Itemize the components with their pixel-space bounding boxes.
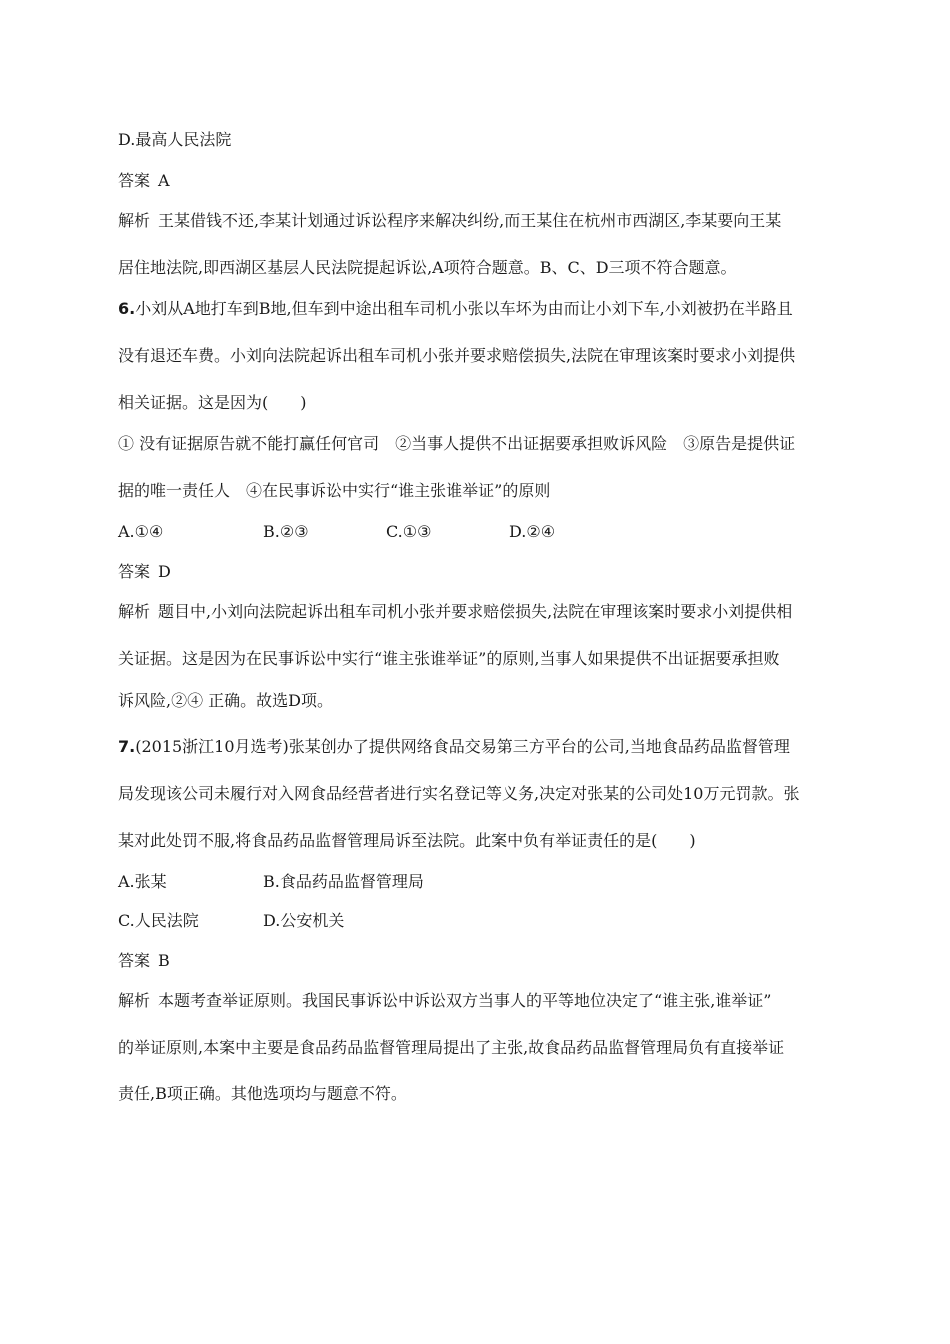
q7-stem-line-1 <box>118 736 833 758</box>
q6-analysis-line-2: 关证据。这是因为在民事诉讼中实行“谁主张谁举证”的原则,当事人如果提供不出证据要承担败 <box>118 649 780 668</box>
analysis-text: 本题考查举证原则。我国民事诉讼中诉讼双方当事人的平等地位决定了“谁主张,谁举证” <box>158 991 772 1010</box>
analysis-label: 解析 <box>118 602 151 621</box>
q5-analysis-line-2: 居住地法院,即西湖区基层人民法院提起诉讼,A项符合题意。B、C、D三项不符合题意。 <box>118 258 737 277</box>
answer-value: B <box>158 951 170 970</box>
q7-stem-line-3: 某对此处罚不服,将食品药品监督管理局诉至法院。此案中负有举证责任的是( ) <box>118 831 696 850</box>
stem-text: 小刘从A地打车到B地,但车到中途出租车司机小张以车坏为由而让小刘下车,小刘被扔在半路且 <box>135 299 793 318</box>
q7-analysis-line-3: 责任,B项正确。其他选项均与题意不符。 <box>118 1084 407 1103</box>
q7-stem-line-2: 局发现该公司未履行对入网食品经营者进行实名登记等义务,决定对张某的公司处10万元罚款。张 <box>118 784 800 803</box>
answer-value: D <box>158 562 171 581</box>
q6-stem-line-3: 相关证据。这是因为( ) <box>118 393 307 412</box>
q6-statements-line-1: ① 没有证据原告就不能打赢任何官司 ②当事人提供不出证据要承担败诉风险 ③原告是提供证 <box>118 434 796 453</box>
analysis-label: 解析 <box>118 991 151 1010</box>
q6-option-b: B.②③ <box>263 522 309 541</box>
q7-option-c: C.人民法院 <box>118 911 199 930</box>
answer-label: 答案 <box>118 171 151 190</box>
answer-label: 答案 <box>118 951 151 970</box>
q5-analysis-line-1 <box>118 210 833 232</box>
q7-answer <box>118 950 833 972</box>
stem-text: (2015浙江10月选考)张某创办了提供网络食品交易第三方平台的公司,当地食品药品监督管理 <box>135 737 790 756</box>
q6-stem-line-2: 没有退还车费。小刘向法院起诉出租车司机小张并要求赔偿损失,法院在审理该案时要求小刘提供 <box>118 346 796 365</box>
q7-option-d: D.公安机关 <box>263 911 345 930</box>
q6-analysis-line-1 <box>118 601 833 623</box>
analysis-text: 王某借钱不还,李某计划通过诉讼程序来解决纠纷,而王某住在杭州市西湖区,李某要向王某 <box>158 211 782 230</box>
q5-option-d: D.最高人民法院 <box>118 130 232 149</box>
analysis-text: 题目中,小刘向法院起诉出租车司机小张并要求赔偿损失,法院在审理该案时要求小刘提供相 <box>158 602 793 621</box>
q6-statements-line-2: 据的唯一责任人 ④在民事诉讼中实行“谁主张谁举证”的原则 <box>118 481 551 500</box>
q7-analysis-line-2: 的举证原则,本案中主要是食品药品监督管理局提出了主张,故食品药品监督管理局负有直接举证 <box>118 1038 785 1057</box>
q7-analysis-line-1 <box>118 990 833 1012</box>
answer-value: A <box>158 171 170 190</box>
q6-stem-line-1 <box>118 298 833 320</box>
q6-analysis-line-3: 诉风险,②④ 正确。故选D项。 <box>118 691 334 710</box>
q7-option-a: A.张某 <box>118 872 167 891</box>
q6-option-a: A.①④ <box>118 522 164 541</box>
q5-answer <box>118 170 833 192</box>
question-number: 6. <box>118 299 136 318</box>
q6-option-d: D.②④ <box>509 522 556 541</box>
question-number: 7. <box>118 737 136 756</box>
q6-answer <box>118 561 833 583</box>
q7-option-b: B.食品药品监督管理局 <box>263 872 424 891</box>
analysis-label: 解析 <box>118 211 151 230</box>
q6-option-c: C.①③ <box>386 522 432 541</box>
answer-label: 答案 <box>118 562 151 581</box>
